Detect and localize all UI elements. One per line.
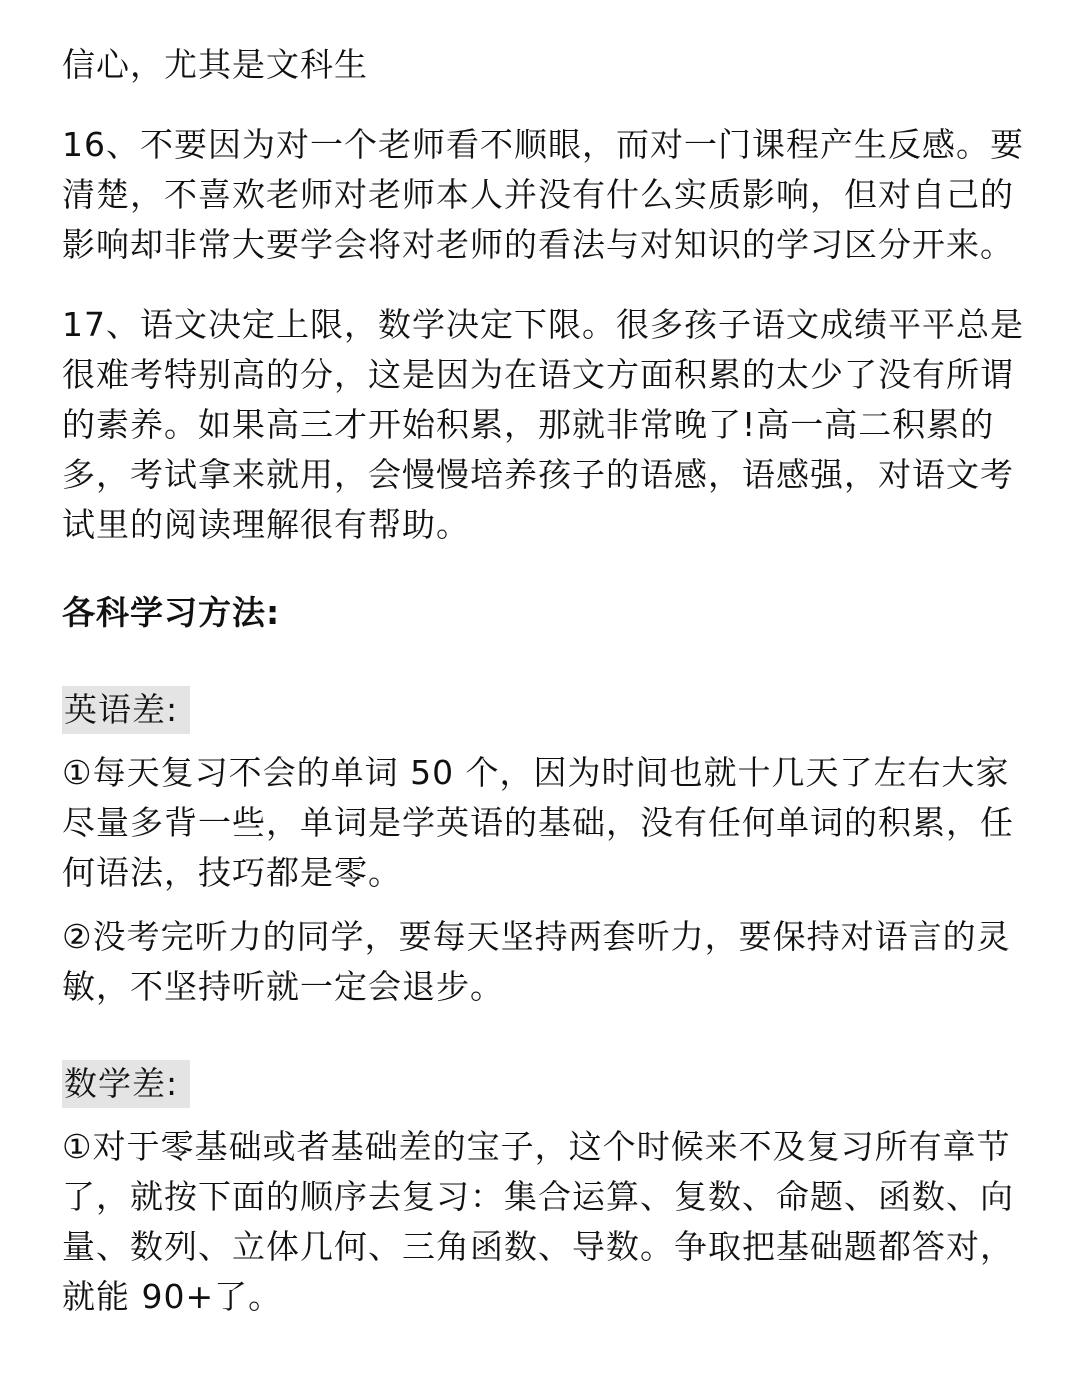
english-section (62, 686, 1028, 734)
tip-17: 17、语文决定上限，数学决定下限。很多孩子语文成绩平平总是很难考特别高的分，这是因为在语文方面积累的太少了没有所谓的素养。如果高三才开始积累，那就非常晚了!高一高二积累的多，考试拿来就用，会慢慢培养孩子的语感，语感强，对语文考试里的阅读理解很有帮助。 (62, 305, 1024, 544)
tip-16: 16、不要因为对一个老师看不顺眼，而对一门课程产生反感。要清楚，不喜欢老师对老师本人并没有什么实质影响，但对自己的影响却非常大要学会将对老师的看法与对知识的学习区分开来。 (62, 125, 1024, 264)
english-subheading: 英语差: (62, 686, 190, 734)
math-item-1: ①对于零基础或者基础差的宝子，这个时候来不及复习所有章节了，就按下面的顺序去复习：集合运算、复数、命题、函数、向量、数列、立体几何、三角函数、导数。争取把基础题都答对，就能 90+了。 (62, 1127, 1014, 1316)
math-section (62, 1060, 1028, 1108)
intro-text-fragment: 信心，尤其是文科生 (62, 45, 368, 84)
math-subheading: 数学差: (62, 1060, 190, 1108)
english-item-2: ②没考完听力的同学，要每天坚持两套听力，要保持对语言的灵敏，不坚持听就一定会退步。 (62, 917, 1011, 1006)
english-item-1: ①每天复习不会的单词 50 个，因为时间也就十几天了左右大家尽量多背一些，单词是学英语的基础，没有任何单词的积累，任何语法，技巧都是零。 (62, 753, 1014, 892)
section-heading: 各科学习方法: (62, 593, 281, 632)
